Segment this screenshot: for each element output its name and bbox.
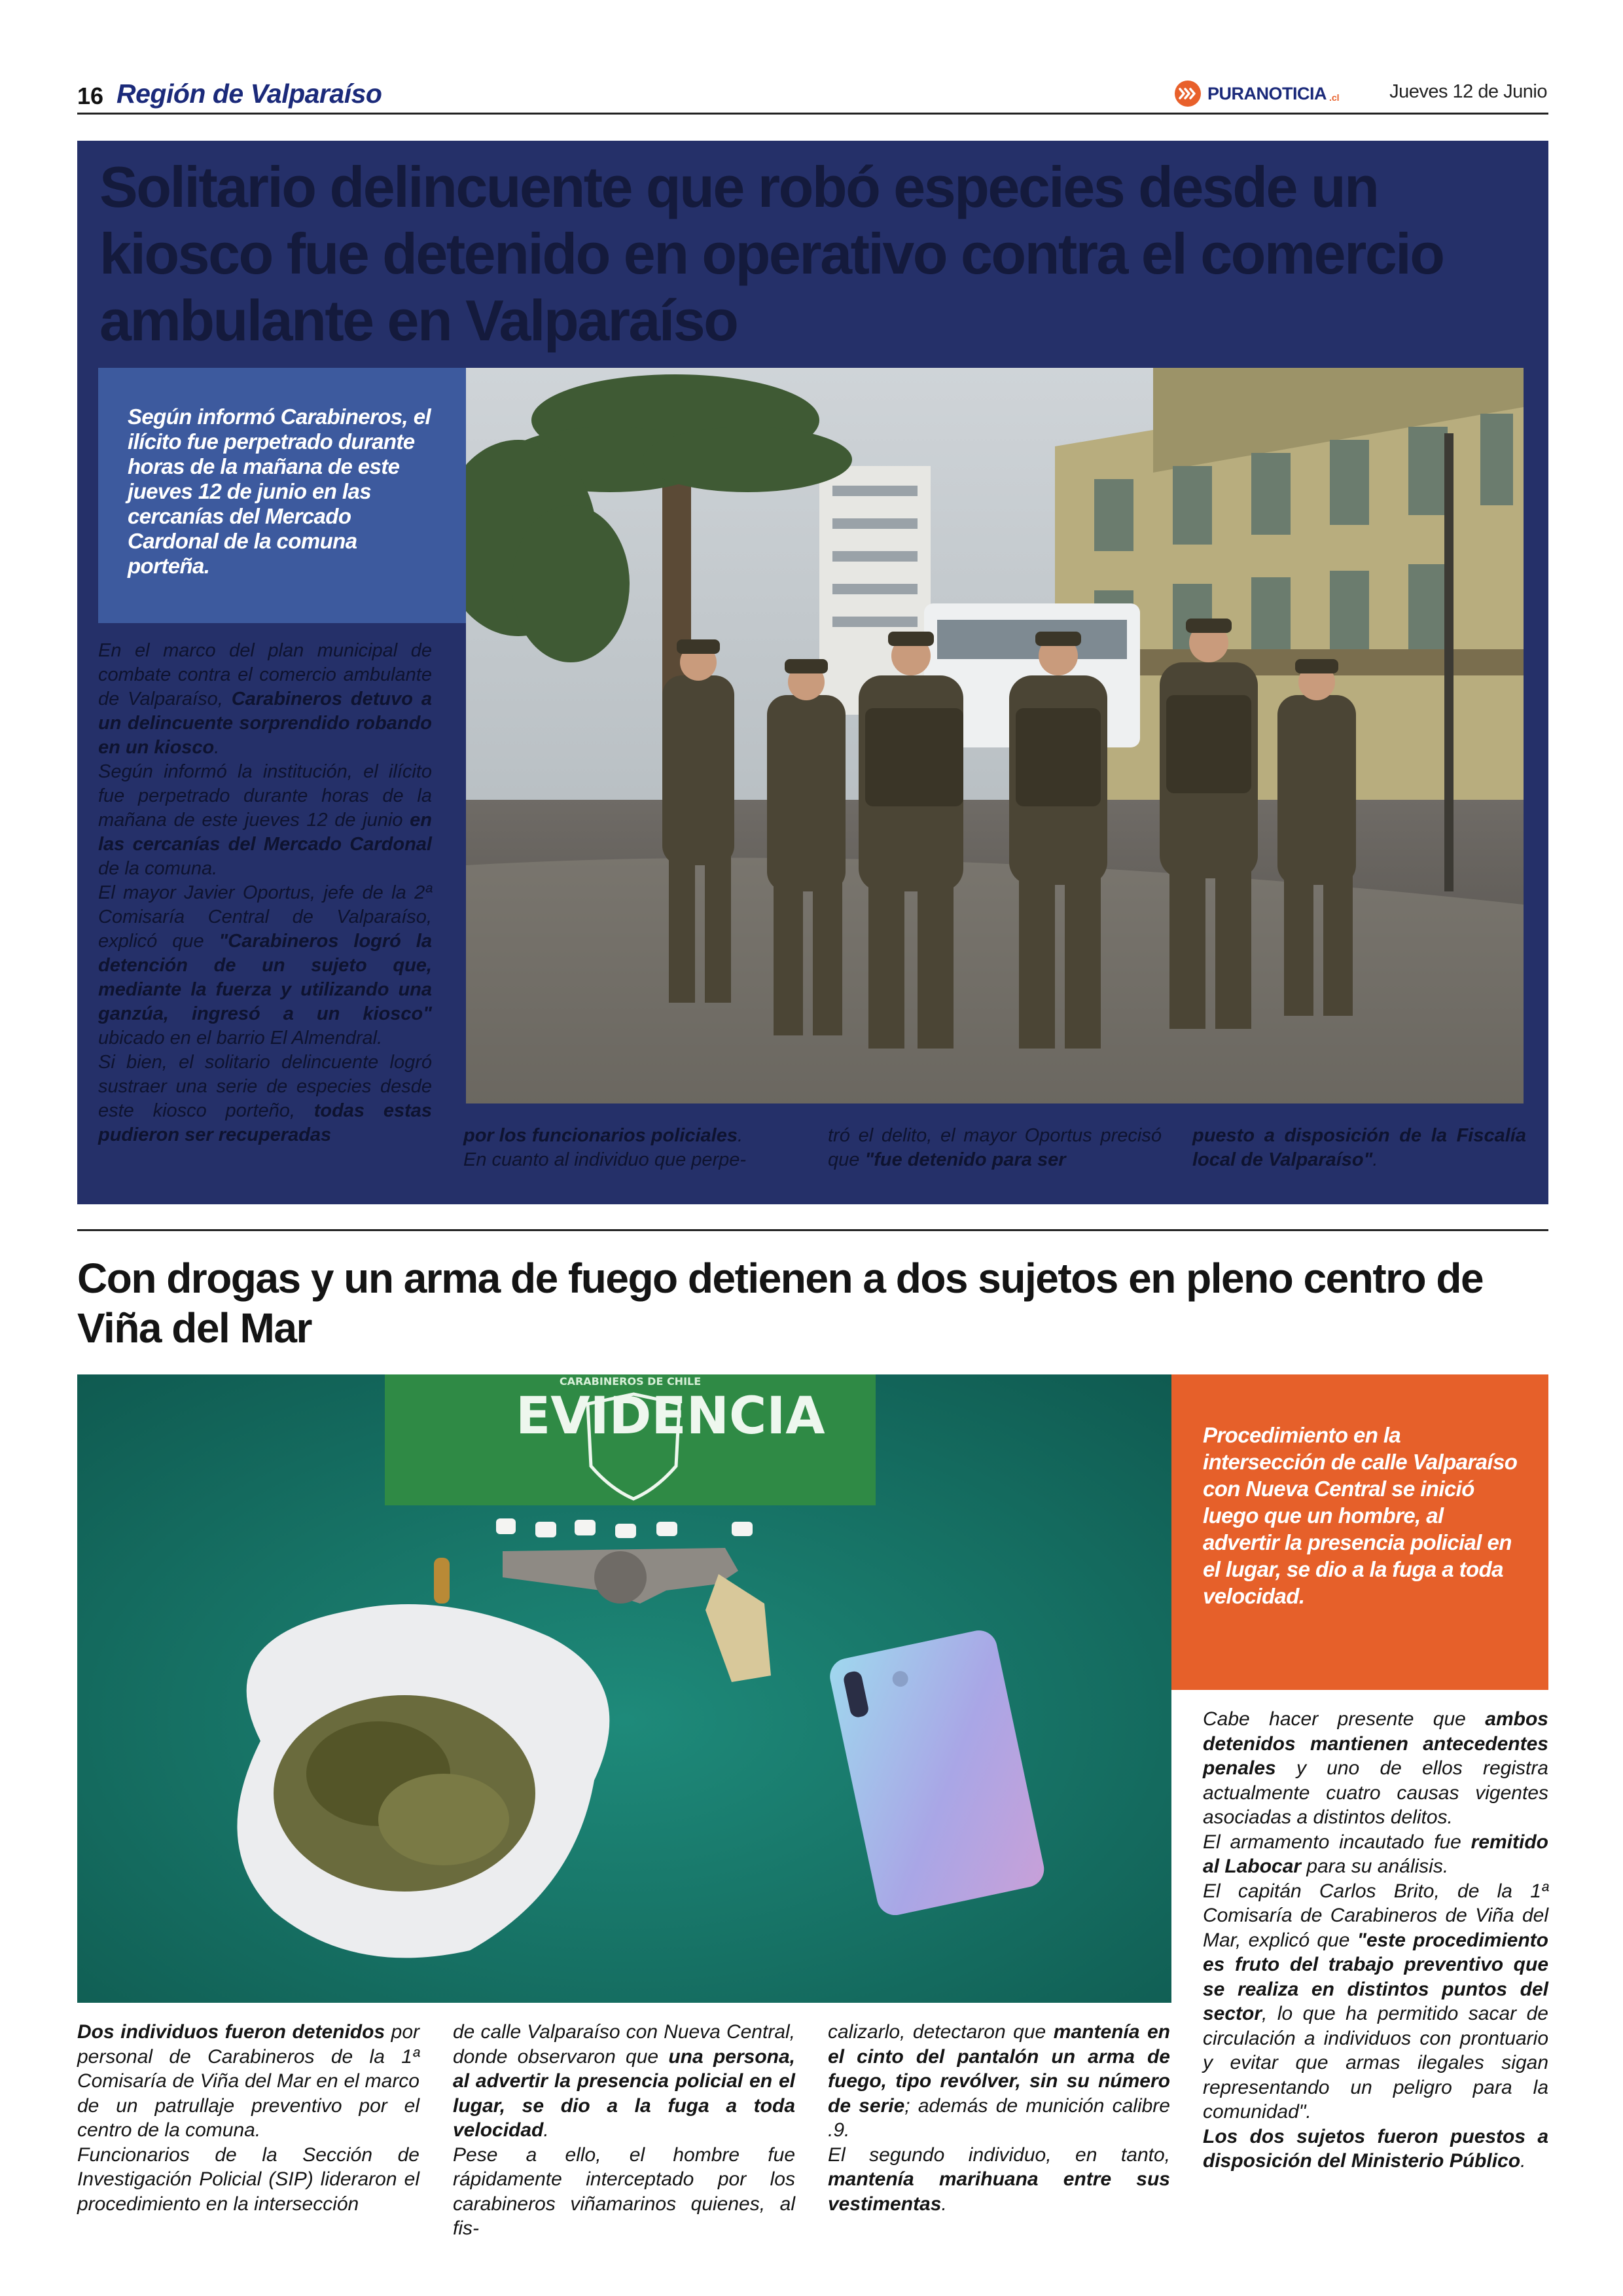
brand-logo bbox=[1175, 80, 1340, 107]
article-1-column-3: tró el delito, el mayor Oportus precisó que "fue detenido para ser bbox=[828, 1125, 1162, 1170]
article-1-column-1: En el marco del plan municipal de combate contra el comercio ambulante de Valparaíso, Carabineros detuvo a un delincuente sorprendido robando en un kiosco. Según informó la institución, el ilícito fue perpetrado durante horas de la mañana de este jueves 12 de junio en las cercanías del Mercado Cardonal de la comuna. El mayor Javier Oportus, jefe de la 2ª Comisaría Central de Valparaíso, explicó que "Carabineros logró la detención de un sujeto que, mediante la fuerza y utilizando una ganzúa, ingresó a un kiosco" ubicado en el barrio El Almendral. Si bien, el solitario delincuente logró sustraer una serie de especies desde este kiosco porteño, todas estas pudieron ser recuperadas bbox=[98, 640, 432, 1145]
brand-tld: .cl bbox=[1329, 92, 1340, 103]
article-2-column-2: de calle Valparaíso con Nueva Central, donde observaron que una persona, al advertir la presencia policial en el lugar, se dio a la fuga a toda velocidad. Pese a ello, el hombre fue rápidamente interceptado por los carabineros viñamarinos quienes, al fis- bbox=[453, 2021, 795, 2239]
article-2-column-1: Dos individuos fueron detenidos por personal de Carabineros de la 1ª Comisaría de Viña del Mar en el marco de un patrullaje preventivo por el centro de la comuna. Funcionarios de la Sección de Investigación Policial (SIP) lideraron el procedimiento en la intersección bbox=[77, 2021, 420, 2215]
header-divider bbox=[77, 113, 1548, 115]
evidence-photo bbox=[77, 1374, 1171, 2003]
article-divider bbox=[77, 1229, 1548, 1231]
article-1-lead: Según informó Carabineros, el ilícito fue perpetrado durante horas de la mañana de este jueves 12 de junio en las cercanías del Mercado Cardonal de la comuna porteña. bbox=[128, 404, 431, 578]
page-number: 16 bbox=[77, 82, 104, 109]
article-2-lead: Procedimiento en la intersección de calle Valparaíso con Nueva Central se inició luego que un hombre, al advertir la presencia policial en el lugar, se dio a la fuga a toda velocidad. bbox=[1203, 1423, 1518, 1608]
article-1-column-2: por los funcionarios policiales. En cuanto al individuo que perpe- bbox=[463, 1125, 747, 1170]
article-1-headline: Solitario delincuente que robó especies desde un kiosco fue detenido en operativo contra el comercio ambulante en Valparaíso bbox=[99, 154, 1444, 353]
evidence-sign-text: EVIDENCIA bbox=[516, 1387, 825, 1446]
article-2-headline: Con drogas y un arma de fuego detienen a dos sujetos en pleno centro de Viña del Mar bbox=[77, 1255, 1484, 1352]
brand-name: PURANOTICIA bbox=[1207, 83, 1327, 103]
section-title: Región de Valparaíso bbox=[116, 79, 382, 109]
article-2-column-4: Cabe hacer presente que ambos detenidos mantienen antecedentes penales y uno de ellos registra actualmente cuatro causas vigentes asociadas a distintos delitos. El armamento incautado fue remitido al Labocar para su análisis. El capitán Carlos Brito, de la 1ª Comisaría de Carabineros de Viña del Mar, explicó que "este procedimiento es fruto del trabajo preventivo que se realiza en distintos puntos del sector, lo que ha permitido sacar de circulación a individuos con prontuario y evitar que armas ilegales sigan representando un peligro para la comunidad". Los dos sujetos fueron puestos a disposición del Ministerio Público. bbox=[1203, 1708, 1548, 2172]
article-1-column-4: puesto a disposición de la Fiscalía local de Valparaíso". bbox=[1192, 1125, 1526, 1170]
police-officers-photo bbox=[466, 368, 1524, 1103]
article-2-column-3: calizarlo, detectaron que mantenía en el cinto del pantalón un arma de fuego, tipo revólver, sin su número de serie; además de munición calibre .9. El segundo individuo, en tanto, mantenía marihuana entre sus vestimentas. bbox=[828, 2021, 1170, 2215]
evidence-sign-top: CARABINEROS DE CHILE bbox=[559, 1375, 702, 1388]
chevrons-icon bbox=[1175, 81, 1201, 107]
issue-date: Jueves 12 de Junio bbox=[1389, 81, 1547, 102]
